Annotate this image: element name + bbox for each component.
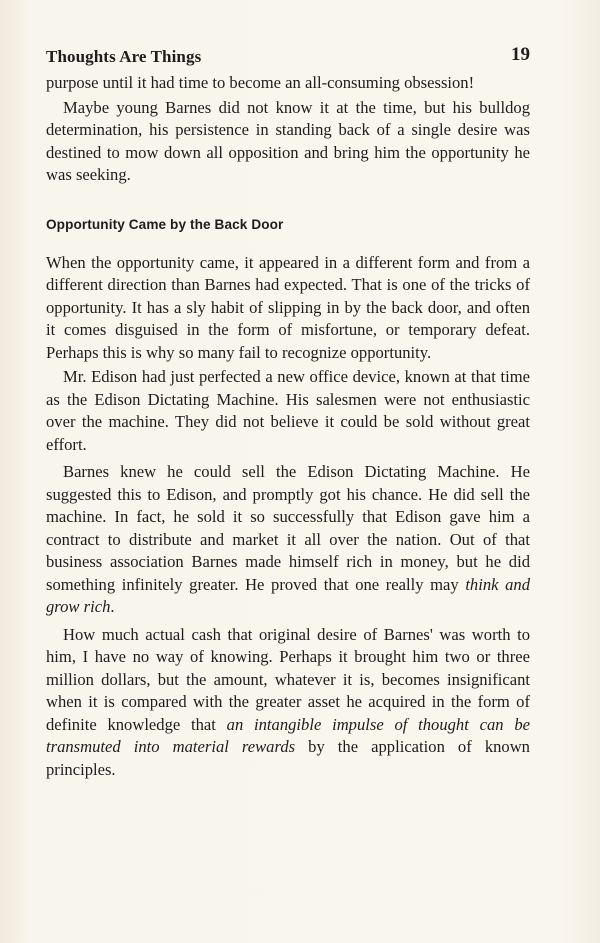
text-span: .: [110, 597, 115, 616]
text-span: by the application of known principles.: [46, 737, 530, 779]
paragraph: When the opportunity came, it appeared in a different form and from a different direction than Barnes had expected. That is one of the tricks of opportunity. It has a sly habit of slipping in by the back door, and often it comes disguised in the form of misfortune, or temporary defeat. Perhaps this is why so many fail to recognize opportunity.: [46, 252, 530, 362]
section-heading: Opportunity Came by the Back Door: [46, 216, 284, 232]
text-span: Barnes knew he could sell the Edison Dictating Machine. He suggested this to Edison, and promptly got his chance. He did sell the machine. In fact, he sold it so successfully that Edison gave him a contract to distribute and market it all over the nation. Out of that business association Barnes made himself rich in money, but he did something infinitely greater. He proved that one really may: [46, 462, 530, 594]
emphasis-text: an intangible impulse of thought can be transmuted into material rewards: [46, 714, 530, 756]
page-number: 19: [511, 44, 530, 65]
running-head: [46, 44, 530, 72]
text-span: How much actual cash that original desire of Barnes' was worth to him, I have no way of knowing. Perhaps it brought him two or three million dollars, but the amount, whatever it is, becomes insignificant when it is compared with the greater asset he acquired in the form of definite knowledge that: [46, 624, 530, 734]
paragraph: Mr. Edison had just perfected a new office device, known at that time as the Edison Dictating Machine. His salesmen were not enthusiastic over the machine. They did not believe it could be sold without great effort.: [46, 367, 530, 454]
paragraph-continuation: purpose until it had time to become an all-consuming obsession!: [46, 73, 475, 92]
running-title: Thoughts Are Things: [46, 47, 202, 66]
emphasis-text: think and grow rich: [46, 574, 530, 616]
paragraph: Maybe young Barnes did not know it at the time, but his bulldog determination, his persistence in standing back of a single desire was destined to mow down all opposition and bring him the opportunity he was seeking.: [46, 97, 530, 184]
body-text: [46, 72, 530, 781]
paragraph: [46, 461, 530, 619]
paragraph: [46, 624, 530, 782]
